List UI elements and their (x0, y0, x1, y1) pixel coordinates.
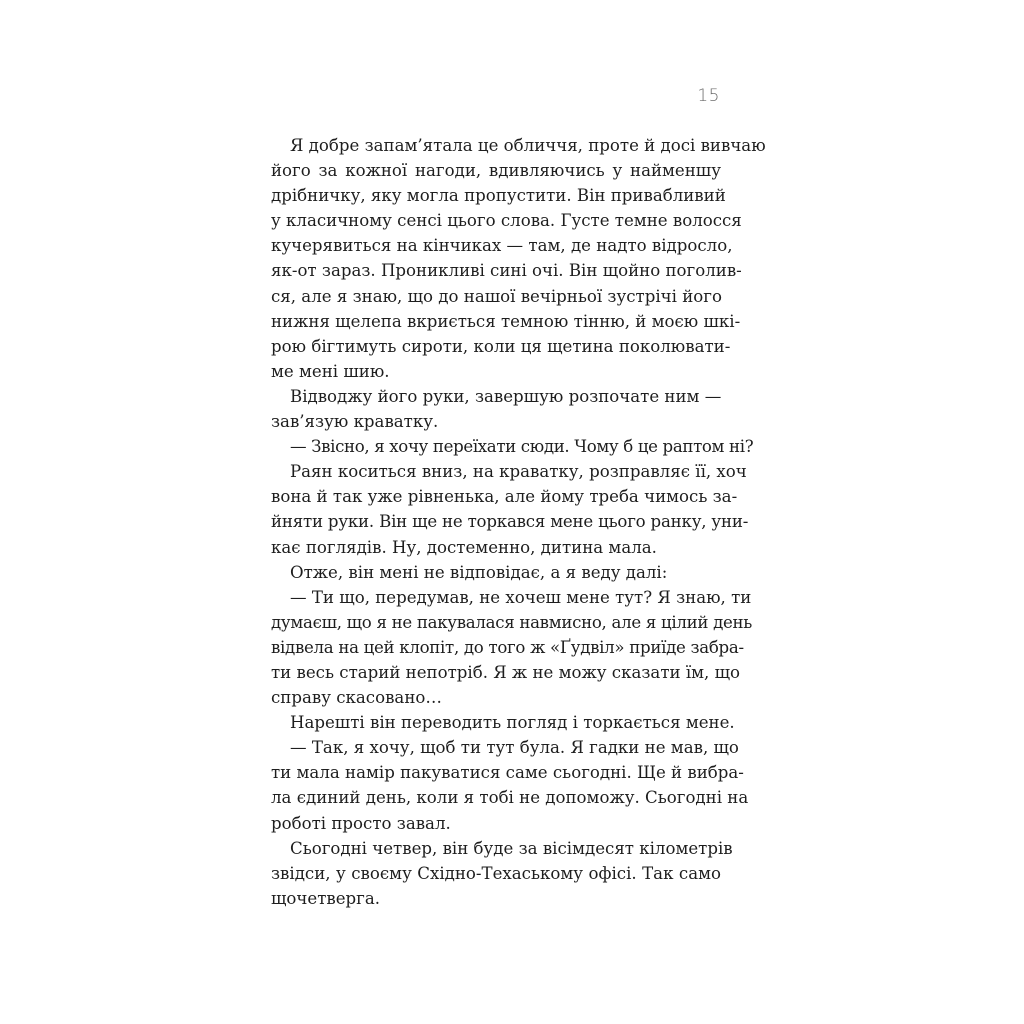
text-line: ти мала намір пакуватися саме сьогодні. Ще й вибра- (271, 763, 744, 783)
text-line: ла єдиний день, коли я тобі не допоможу. Сьогодні на (271, 788, 749, 808)
text-line: кає поглядів. Ну, достеменно, дитина мала. (271, 537, 657, 557)
text-line: Отже, він мені не відповідає, а я веду далі: (290, 562, 668, 582)
text-line: у класичному сенсі цього слова. Густе темне волосся (271, 211, 742, 231)
text-line: Сьогодні четвер, він буде за вісімдесят кілометрів (290, 838, 733, 858)
text-line: ся, але я знаю, що до нашої вечірньої зустрічі його (271, 286, 722, 306)
paragraph (271, 836, 733, 911)
text-line: зав’язую краватку. (271, 412, 439, 432)
dialogue-paragraph (271, 585, 753, 710)
text-line: відвела на цей клопіт, до того ж «Ґудвіл» приїде забра- (271, 637, 744, 657)
text-line: — Ти що, передумав, не хочеш мене тут? Я знаю, ти (290, 587, 752, 607)
text-line: роботі просто завал. (271, 813, 451, 833)
text-line: ти весь старий непотріб. Я ж не можу сказати їм, що (271, 662, 741, 682)
body-text (271, 133, 766, 911)
text-line: ме мені шию. (271, 361, 390, 381)
text-line: дрібничку, яку могла пропустити. Він привабливий (271, 186, 726, 206)
text-line: Відводжу його руки, завершую розпочате ним — (290, 386, 722, 406)
text-line: його за кожної нагоди, вдивляючись у найменшу (271, 161, 721, 181)
paragraph (271, 384, 721, 434)
page-number: 15 (697, 86, 720, 106)
text-line: — Так, я хочу, щоб ти тут була. Я гадки не мав, що (290, 738, 739, 758)
text-line: думаєш, що я не пакувалася навмисно, але я цілий день (271, 612, 753, 632)
text-line: Я добре запам’ятала це обличчя, проте й досі вивчаю (290, 136, 766, 155)
text-line: як-от зараз. Проникливі сині очі. Він щойно поголив- (271, 261, 742, 281)
dialogue-paragraph (271, 735, 749, 835)
text-line: Раян коситься вниз, на краватку, розправляє її, хоч (290, 462, 747, 482)
text-line: справу скасовано… (271, 688, 442, 708)
paragraph (271, 459, 749, 559)
text-line: вона й так уже рівненька, але йому треба чимось за- (271, 487, 738, 507)
text-line: — Звісно, я хочу переїхати сюди. Чому б це раптом ні? (290, 437, 754, 457)
paragraph (271, 710, 735, 735)
text-line: кучерявиться на кінчиках — там, де надто відросло, (271, 236, 733, 256)
dialogue-paragraph (271, 434, 754, 459)
text-line: йняти руки. Він ще не торкався мене цього ранку, уни- (271, 512, 749, 532)
paragraph (271, 133, 766, 384)
paragraph (271, 560, 721, 585)
text-line: нижня щелепа вкриється темною тінню, й моєю шкі- (271, 311, 741, 331)
text-line: рою бігтимуть сироти, коли ця щетина поколювати- (271, 336, 731, 356)
text-line: Нарешті він переводить погляд і торкається мене. (290, 713, 735, 733)
text-line: щочетверга. (271, 888, 381, 908)
text-line: звідси, у своєму Східно-Техаському офісі. Так само (271, 863, 721, 883)
